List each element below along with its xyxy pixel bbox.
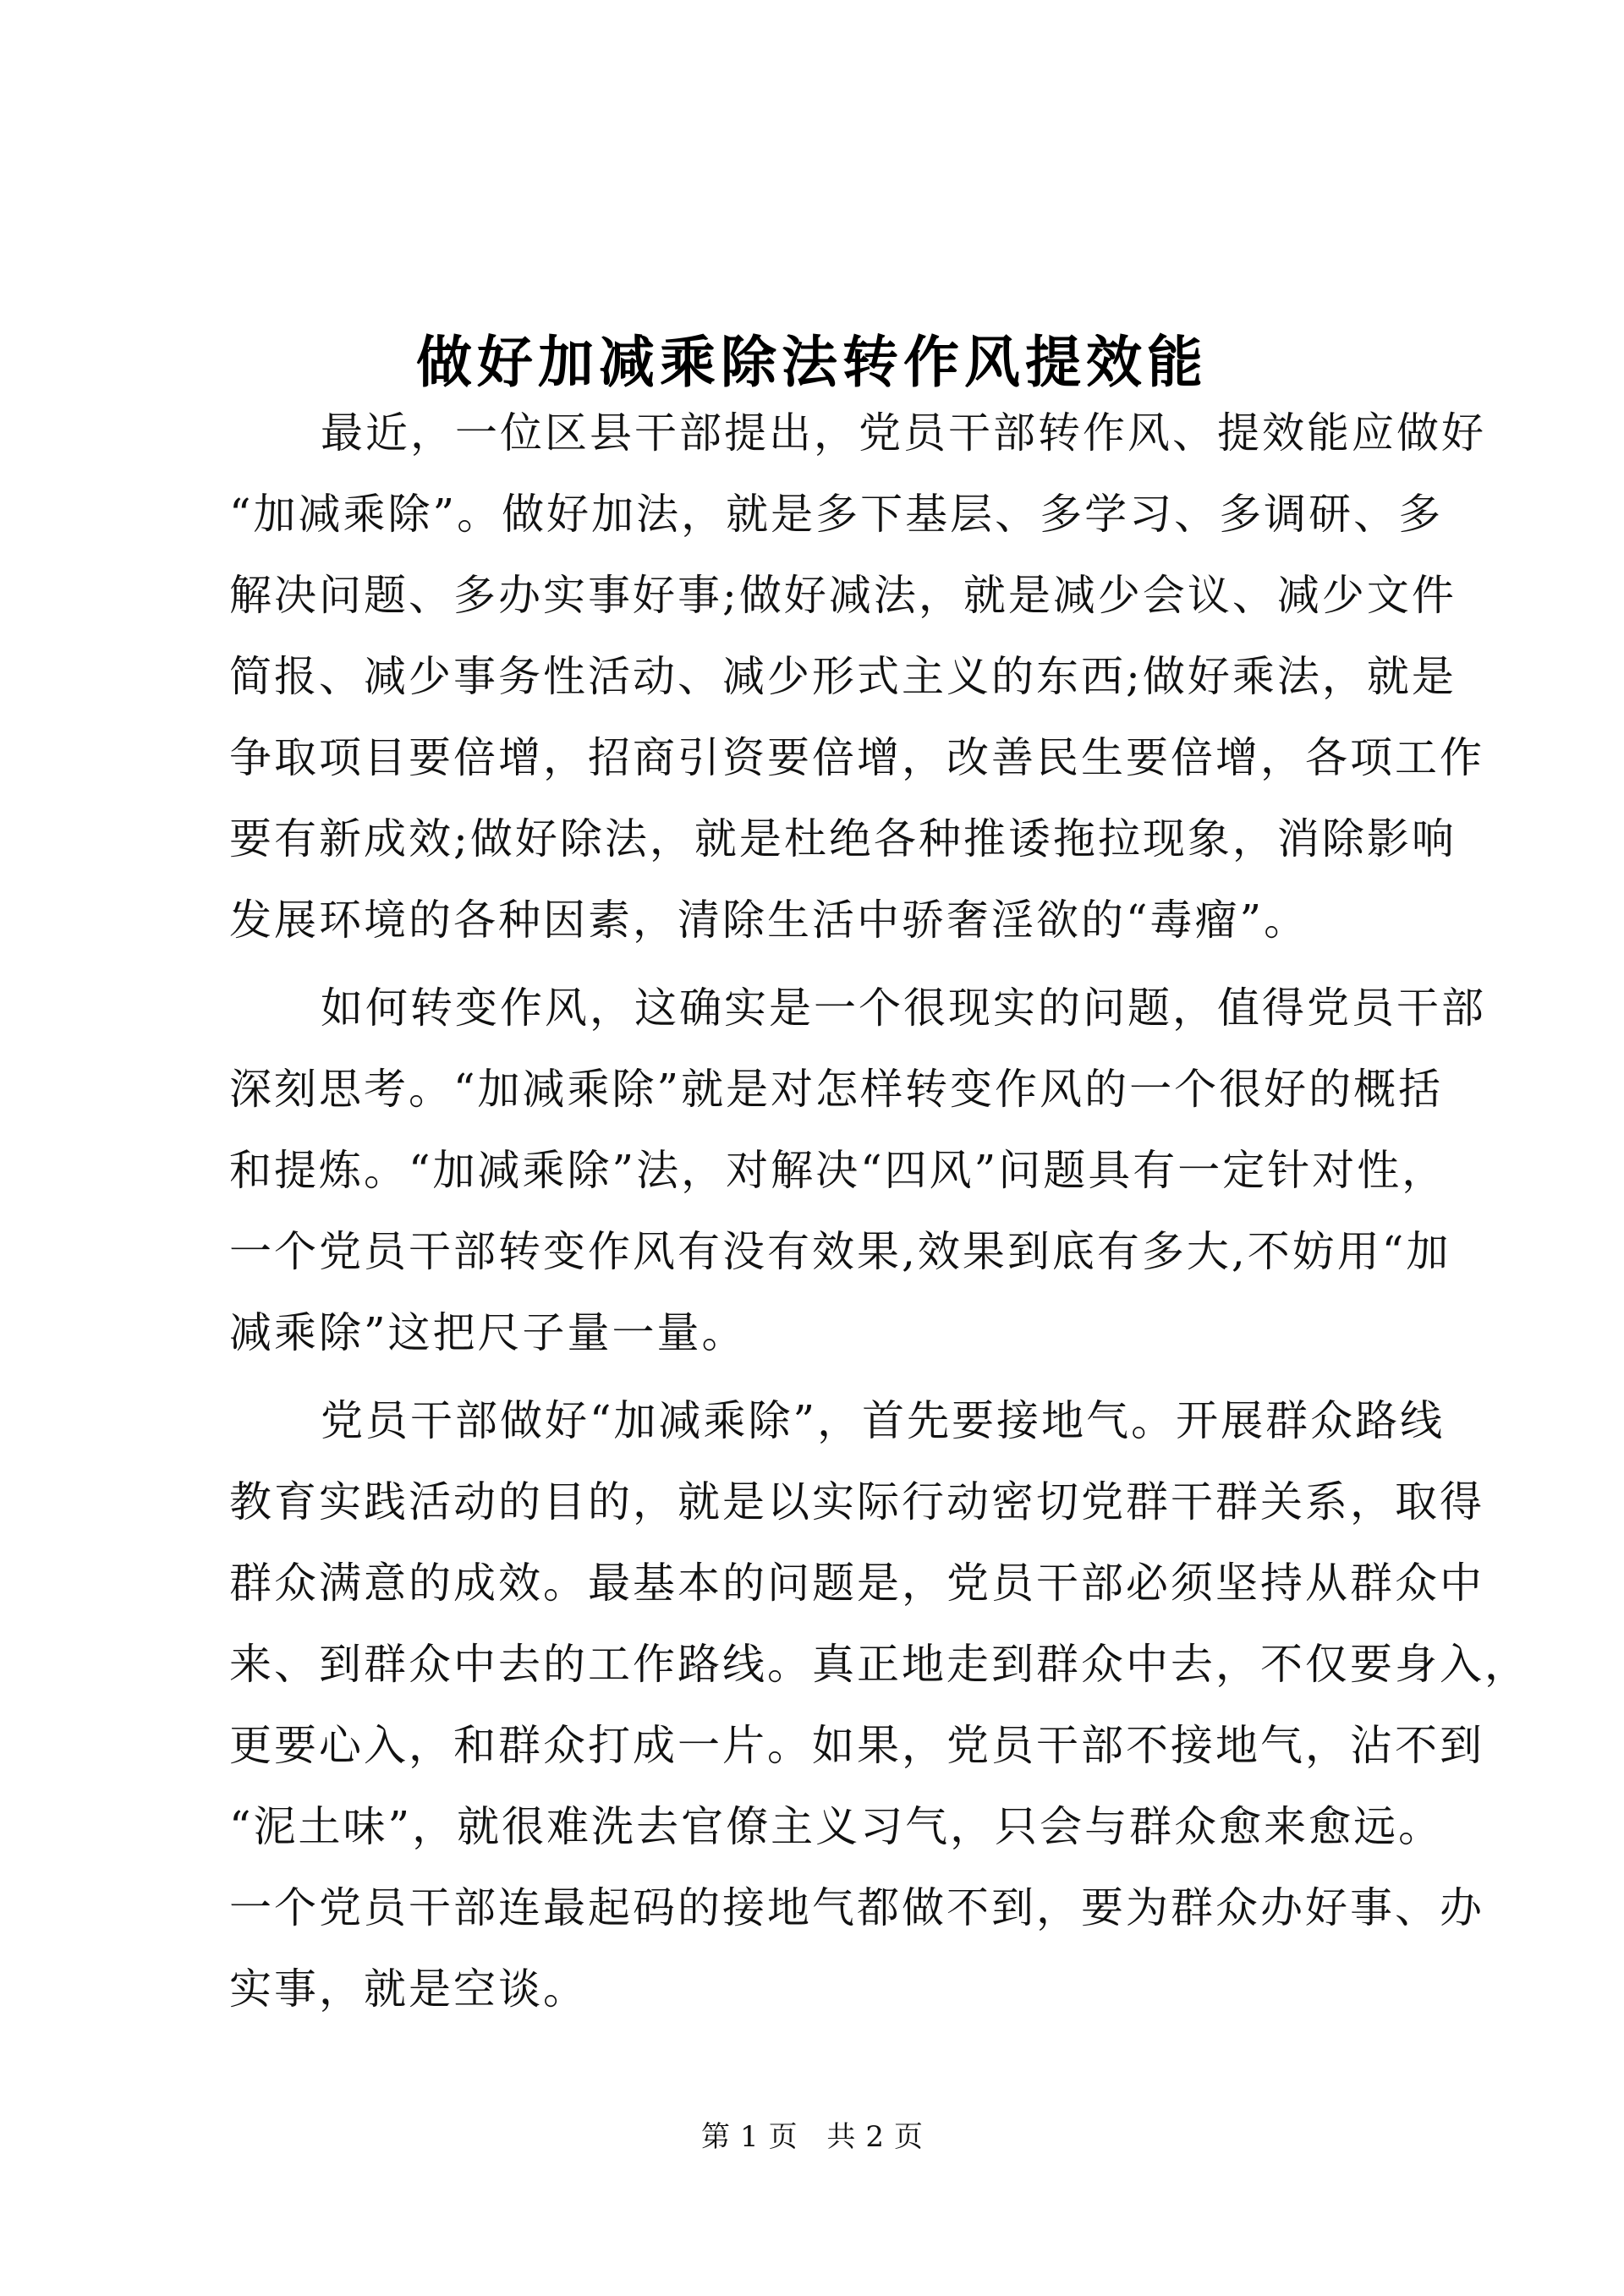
total-pages-indicator [821, 2120, 928, 2154]
text-line: 实事，就是空谈。 [229, 1964, 588, 2014]
text-line: 最近，一位区县干部提出，党员干部转作风、提效能应做好 [321, 408, 1486, 458]
text-line: 一个党员干部连最起码的接地气都做不到，要为群众办好事、办 [229, 1883, 1484, 1932]
paragraph-1 [229, 392, 1486, 961]
text-line: 如何转变作风，这确实是一个很现实的问题，值得党员干部 [321, 984, 1486, 1033]
text-line: 一个党员干部转变作风有没有效果,效果到底有多大,不妨用“加 [229, 1227, 1451, 1276]
text-line: 党员干部做好“加减乘除”，首先要接地气。开展群众路线 [321, 1396, 1446, 1445]
total-label-suffix: 页 [894, 2120, 924, 2154]
document-body [229, 392, 1529, 2030]
paragraph-2 [229, 967, 1486, 1373]
total-pages-number: 2 [865, 2120, 885, 2154]
text-line: 要有新成效;做好除法，就是杜绝各种推诿拖拉现象，消除影响 [229, 814, 1457, 863]
text-line: 深刻思考。“加减乘除”就是对怎样转变作风的一个很好的概括 [229, 1065, 1444, 1114]
text-line: 减乘除”这把尺子量一量。 [229, 1308, 747, 1357]
text-line: 群众满意的成效。最基本的问题是，党员干部必须坚持从群众中 [229, 1559, 1484, 1608]
page-number-footer [0, 2118, 1624, 2156]
text-line: 争取项目要倍增，招商引资要倍增，改善民生要倍增，各项工作 [229, 733, 1484, 782]
page-label-suffix: 页 [768, 2120, 798, 2154]
text-line: “加减乘除”。做好加法，就是多下基层、多学习、多调研、多 [229, 490, 1444, 539]
document-title: 做好加减乘除法转作风提效能 [416, 330, 1208, 396]
text-line: 解决问题、多办实事好事;做好减法，就是减少会议、减少文件 [229, 571, 1457, 620]
total-label-prefix: 共 [826, 2120, 856, 2154]
page-label-prefix: 第 [700, 2120, 730, 2154]
text-line: 来、到群众中去的工作路线。真正地走到群众中去，不仅要身入， [229, 1640, 1529, 1689]
text-line: 更要心入，和群众打成一片。如果，党员干部不接地气，沾不到 [229, 1721, 1484, 1770]
current-page-number: 1 [739, 2120, 759, 2154]
paragraph-3 [229, 1380, 1529, 2030]
text-line: 发展环境的各种因素，清除生活中骄奢淫欲的“毒瘤”。 [229, 896, 1309, 945]
text-line: “泥土味”，就很难洗去官僚主义习气，只会与群众愈来愈远。 [229, 1802, 1444, 1851]
text-line: 教育实践活动的目的，就是以实际行动密切党群干群关系，取得 [229, 1477, 1484, 1526]
text-line: 简报、减少事务性活动、减少形式主义的东西;做好乘法，就是 [229, 652, 1457, 701]
text-line: 和提炼。“加减乘除”法，对解决“四风”问题具有一定针对性， [229, 1146, 1447, 1195]
page-indicator [696, 2120, 803, 2154]
